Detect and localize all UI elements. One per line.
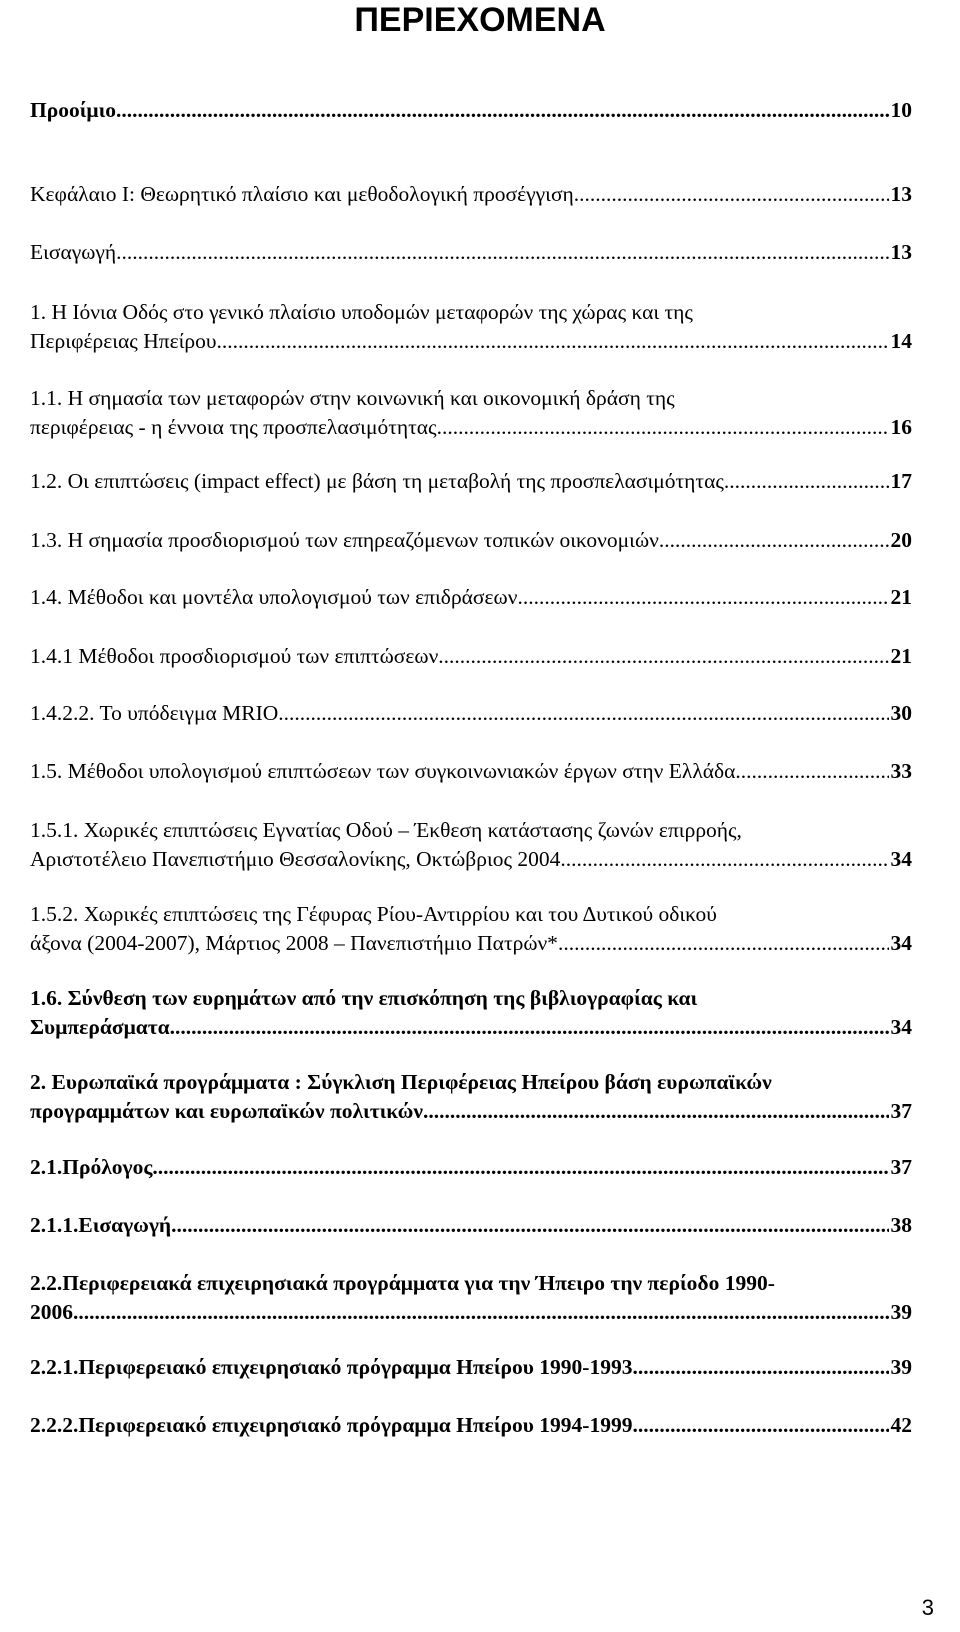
toc-entry-line <box>30 1298 912 1327</box>
toc-entry[interactable] <box>30 900 912 958</box>
toc-entry-title: 1.6. Σύνθεση των ευρημάτων από την επισκόπηση της βιβλιογραφίας και <box>30 986 698 1010</box>
dot-leader <box>217 327 889 356</box>
dot-leader <box>116 238 888 267</box>
toc-entry-title: 1. Η Ιόνια Οδός στο γενικό πλαίσιο υποδομών μεταφορών της χώρας και της <box>30 300 693 324</box>
toc-entry-line <box>30 467 912 496</box>
dot-leader <box>560 845 888 874</box>
page-number: 3 <box>921 1595 934 1620</box>
toc-entry-line <box>30 180 912 209</box>
toc-entry-title: 1.5.2. Χωρικές επιπτώσεις της Γέφυρας Ρίου-Αντιρρίου και του Δυτικού οδικού <box>30 902 717 926</box>
toc-entry-page: 39 <box>890 1355 912 1379</box>
toc-entry-page: 21 <box>890 585 912 609</box>
toc-entry-page: 34 <box>890 1015 912 1039</box>
toc-entry-page: 20 <box>890 528 912 552</box>
toc-entry-title: 1.4.2.2. Το υπόδειγμα MRIO <box>30 701 279 725</box>
dot-leader <box>558 929 889 958</box>
toc-entry-title: άξονα (2004-2007), Μάρτιος 2008 – Πανεπιστήμιο Πατρών* <box>30 931 558 955</box>
toc-entry-line <box>30 327 912 356</box>
page-title: ΠΕΡΙΕΧΟΜΕΝΑ <box>354 1 606 39</box>
toc-entry-title: προγραμμάτων και ευρωπαϊκών πολιτικών <box>30 1099 423 1123</box>
toc-entry-title: 2.1.Πρόλογος <box>30 1155 153 1179</box>
toc-entry-line <box>30 816 912 845</box>
toc-entry-page: 33 <box>890 759 912 783</box>
toc-entry-title: 2. Ευρωπαϊκά προγράμματα : Σύγκλιση Περιφέρειας Ηπείρου βάση ευρωπαϊκών <box>30 1070 772 1094</box>
toc-entry-title: 1.5. Μέθοδοι υπολογισμού επιπτώσεων των συγκοινωνιακών έργων στην Ελλάδα <box>30 759 736 783</box>
toc-entry-title: 2.2.2.Περιφερειακό επιχειρησιακό πρόγραμμα Ηπείρου 1994-1999 <box>30 1413 633 1437</box>
dot-leader <box>632 1353 888 1382</box>
toc-entry-title: 2006 <box>30 1300 73 1324</box>
toc-entry-line <box>30 699 912 728</box>
toc-entry-line <box>30 238 912 267</box>
toc-entry-line <box>30 929 912 958</box>
toc-entry-line <box>30 845 912 874</box>
dot-leader <box>632 1411 888 1440</box>
toc-entry-line <box>30 96 912 125</box>
toc-entry-line <box>30 526 912 555</box>
toc-entry[interactable] <box>30 642 912 671</box>
toc-entry-title: 2.2.Περιφερειακά επιχειρησιακά προγράμματα για την Ήπειρο την περίοδο 1990- <box>30 1271 775 1295</box>
toc-entry-page: 16 <box>890 415 912 439</box>
toc-entry-page: 39 <box>890 1300 912 1324</box>
toc-entry-line <box>30 757 912 786</box>
toc-entry-line <box>30 1353 912 1382</box>
toc-entry-title: Περιφέρειας Ηπείρου <box>30 329 217 353</box>
toc-entry[interactable] <box>30 238 912 267</box>
dot-leader <box>517 583 888 612</box>
toc-entry-title: Προοίμιο <box>30 98 116 122</box>
toc-entry-title: 1.4. Μέθοδοι και μοντέλα υπολογισμού των επιδράσεων <box>30 585 518 609</box>
toc-entry-page: 30 <box>890 701 912 725</box>
toc-entry[interactable] <box>30 1269 912 1327</box>
toc-entry-line <box>30 298 912 327</box>
toc-entry-line <box>30 1153 912 1182</box>
dot-leader <box>574 180 889 209</box>
toc-entry-title: περιφέρειας - η έννοια της προσπελασιμότητας <box>30 415 437 439</box>
toc-entry[interactable] <box>30 1068 912 1126</box>
dot-leader <box>735 757 888 786</box>
toc-entry-line <box>30 1211 912 1240</box>
toc-entry-page: 13 <box>890 240 912 264</box>
toc-entry-page: 14 <box>890 329 912 353</box>
dot-leader <box>423 1097 889 1126</box>
toc-entry[interactable] <box>30 96 912 125</box>
dot-leader <box>438 642 888 671</box>
toc-entry-title: 1.1. Η σημασία των μεταφορών στην κοινωνική και οικονομική δράση της <box>30 386 675 410</box>
dot-leader <box>724 467 889 496</box>
dot-leader <box>170 1013 889 1042</box>
toc-entry-line <box>30 642 912 671</box>
toc-entry-title: 1.4.1 Μέθοδοι προσδιορισμού των επιπτώσεων <box>30 644 439 668</box>
toc-entry-line <box>30 1411 912 1440</box>
toc-entry[interactable] <box>30 1411 912 1440</box>
toc-entry-page: 10 <box>890 98 912 122</box>
toc-entry[interactable] <box>30 583 912 612</box>
dot-leader <box>437 413 889 442</box>
toc-entry-page: 42 <box>890 1413 912 1437</box>
dot-leader <box>659 526 889 555</box>
toc-entry-page: 37 <box>890 1155 912 1179</box>
toc-entry[interactable] <box>30 467 912 496</box>
toc-entry[interactable] <box>30 298 912 356</box>
toc-entry-title: Κεφάλαιο Ι: Θεωρητικό πλαίσιο και μεθοδολογική προσέγγιση <box>30 182 574 206</box>
toc-entry-page: 37 <box>890 1099 912 1123</box>
toc-entry[interactable] <box>30 816 912 874</box>
toc-entry-title: 1.2. Οι επιπτώσεις (impact effect) με βάση τη μεταβολή της προσπελασιμότητας <box>30 469 724 493</box>
toc-entry-page: 13 <box>890 182 912 206</box>
toc-entry[interactable] <box>30 1211 912 1240</box>
toc-entry-line <box>30 1068 912 1097</box>
toc-entry-line <box>30 1269 912 1298</box>
dot-leader <box>278 699 888 728</box>
toc-entry-page: 34 <box>890 931 912 955</box>
toc-entry-page: 38 <box>890 1213 912 1237</box>
toc-entry-title: Αριστοτέλειο Πανεπιστήμιο Θεσσαλονίκης, Οκτώβριος 2004 <box>30 847 561 871</box>
toc-entry[interactable] <box>30 1153 912 1182</box>
toc-entry[interactable] <box>30 180 912 209</box>
toc-entry-page: 21 <box>890 644 912 668</box>
toc-entry-title: 2.2.1.Περιφερειακό επιχειρησιακό πρόγραμμα Ηπείρου 1990-1993 <box>30 1355 633 1379</box>
dot-leader <box>116 96 889 125</box>
toc-entry-page: 34 <box>890 847 912 871</box>
dot-leader <box>73 1298 889 1327</box>
toc-entry-line <box>30 583 912 612</box>
dot-leader <box>171 1211 888 1240</box>
toc-entry-title: Συμπεράσματα <box>30 1015 170 1039</box>
toc-entry-line <box>30 413 912 442</box>
toc-entry[interactable] <box>30 1353 912 1382</box>
toc-entry-line <box>30 1097 912 1126</box>
toc-entry-title: 1.3. Η σημασία προσδιορισμού των επηρεαζόμενων τοπικών οικονομιών <box>30 528 659 552</box>
toc-entry-title: 1.5.1. Χωρικές επιπτώσεις Εγνατίας Οδού – Έκθεση κατάστασης ζωνών επιρροής, <box>30 818 742 842</box>
toc-entry-title: Εισαγωγή <box>30 240 117 264</box>
toc-entry-line <box>30 984 912 1013</box>
toc-entry[interactable] <box>30 984 912 1042</box>
toc-entry-line <box>30 384 912 413</box>
toc-entry-line <box>30 1013 912 1042</box>
toc-entry-line <box>30 900 912 929</box>
dot-leader <box>152 1153 888 1182</box>
toc-entry-page: 17 <box>890 469 912 493</box>
toc-entry[interactable] <box>30 526 912 555</box>
toc-entry[interactable] <box>30 384 912 442</box>
toc-entry[interactable] <box>30 699 912 728</box>
toc-entry-title: 2.1.1.Εισαγωγή <box>30 1213 172 1237</box>
toc-entry[interactable] <box>30 757 912 786</box>
